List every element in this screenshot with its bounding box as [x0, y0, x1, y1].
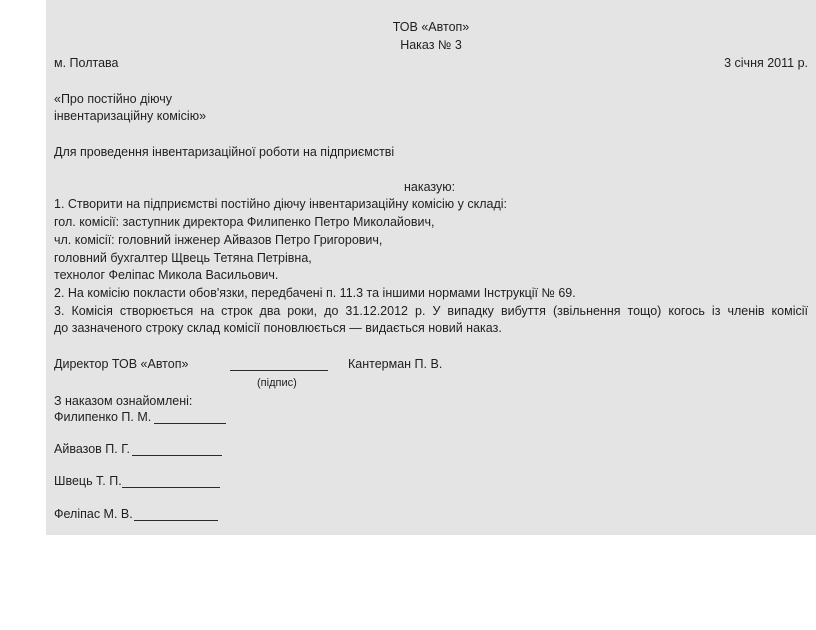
acknowledgement-heading: З наказом ознайомлені: — [54, 394, 193, 408]
acknowledged-name-4: Феліпас М. В. — [54, 507, 133, 521]
signatory-title: Директор ТОВ «Автоп» — [54, 357, 189, 371]
order-item-3-line-2: до зазначеного строку склад комісії поновлюється — видається новий наказ. — [54, 321, 502, 335]
acknowledgement-signature-line — [154, 423, 226, 424]
order-number: Наказ № 3 — [400, 38, 462, 52]
signature-caption: (підпис) — [257, 377, 297, 389]
document-page — [46, 0, 816, 535]
order-item-2: 2. На комісію покласти обов'язки, передбачені п. 11.3 та іншими нормами Інструкції № 69. — [54, 286, 576, 300]
acknowledgement-signature-line — [122, 487, 220, 488]
signatory-name: Кантерман П. В. — [348, 357, 443, 371]
order-item-1: 1. Створити на підприємстві постійно діючу інвентаризаційну комісію у складі: — [54, 197, 508, 211]
signature-line — [230, 370, 328, 371]
acknowledged-name-3: Швець Т. П. — [54, 474, 122, 488]
commission-member-2: головний бухгалтер Щвець Тетяна Петрівна, — [54, 251, 312, 265]
preamble: Для проведення інвентаризаційної роботи на підприємстві — [54, 145, 395, 159]
company-name: ТОВ «Автоп» — [392, 20, 470, 34]
order-date: 3 січня 2011 р. — [724, 56, 808, 70]
commission-member-3: технолог Феліпас Микола Васильович. — [54, 268, 279, 282]
city: м. Полтава — [54, 56, 119, 70]
subject-line-2: інвентаризаційну комісію» — [54, 109, 207, 123]
acknowledgement-signature-line — [132, 455, 222, 456]
commission-member-1: чл. комісії: головний інженер Айвазов Петро Григорович, — [54, 233, 383, 247]
acknowledged-name-2: Айвазов П. Г. — [54, 442, 130, 456]
orders-word: наказую: — [404, 180, 456, 194]
subject-line-1: «Про постійно діючу — [54, 92, 173, 106]
order-item-3-line-1: 3. Комісія створюється на строк два роки, до 31.12.2012 р. У випадку вибуття (звільнення тощо) когось із членів комісії — [54, 304, 808, 318]
acknowledgement-signature-line — [134, 520, 218, 521]
commission-chair: гол. комісії: заступник директора Филипенко Петро Миколайович, — [54, 215, 435, 229]
acknowledged-name-1: Филипенко П. М. — [54, 410, 152, 424]
